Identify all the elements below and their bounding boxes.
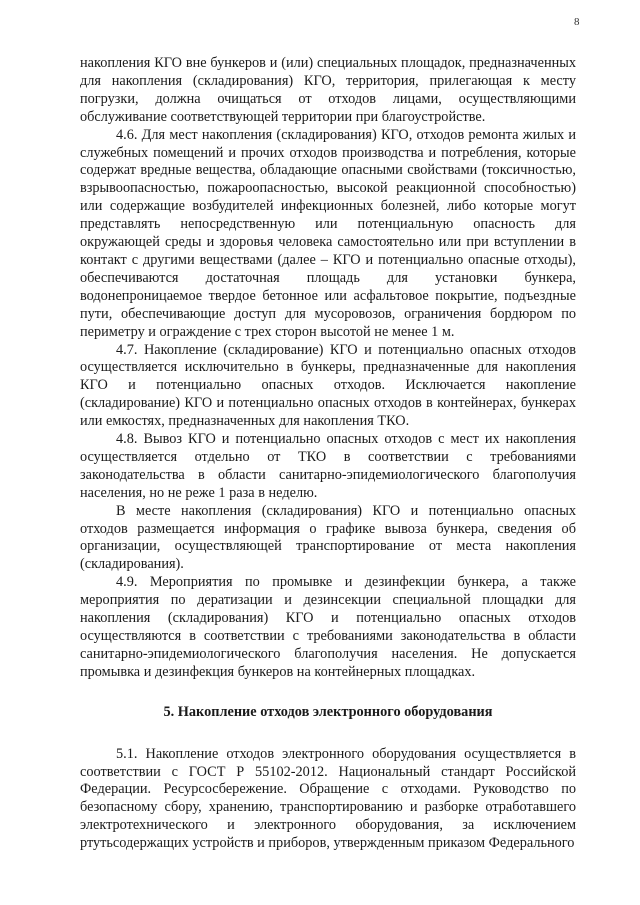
paragraph-4-9: 4.9. Мероприятия по промывке и дезинфекции бункера, а также мероприятия по дератизации и дезинсекции специальной площадки для накопления (складирования) КГО и потенциально опасных отходов осуществляются в соответствии с требованиями законодательства в области санитарно-эпидемиологического благополучия населения. Не допускается промывка и дезинфекция бункеров на контейнерных площадках. [80,574,576,680]
paragraph-5-1: 5.1. Накопление отходов электронного оборудования осуществляется в соответствии с ГОСТ Р 55102-2012. Национальный стандарт Российской Федерации. Ресурсосбережение. Обращение с отходами. Руководство по безопасному сбору, хранению, транспортированию и разборке отработавшего электротехнического и электронного оборудования, за исключением ртутьсодержащих устройств и приборов, утвержденным приказом Федерального [80,745,576,852]
page-number: 8 [574,16,580,28]
page-body [80,55,576,853]
paragraph-4-8-note: В месте накопления (складирования) КГО и потенциально опасных отходов размещается информация о графике вывоза бункера, сведения об организации, осуществляющей транспортирование от места накопления (складирования). [80,502,576,573]
section-heading: 5. Накопление отходов электронного оборудования [163,703,493,720]
paragraph-4-7: 4.7. Накопление (складирование) КГО и потенциально опасных отходов осуществляется исключительно в бункеры, предназначенные для накопления КГО и потенциально опасных отходов. Исключается накопление (складирование) КГО и потенциально опасных отходов в контейнерах, бункерах или емкостях, предназначенных для накопления ТКО. [80,341,576,430]
paragraph-4-6: 4.6. Для мест накопления (складирования) КГО, отходов ремонта жилых и служебных помещений и прочих отходов производства и потребления, которые содержат вредные вещества, обладающие опасными свойствами (токсичностью, взрывоопасностью, пожароопасностью, высокой реакционной способностью) или содержащие возбудителей инфекционных болезней, либо которые могут представлять непосредственную или потенциальную опасность для окружающей среды и здоровья человека самостоятельно или при вступлении в контакт с другими веществами (далее – КГО и потенциально опасные отходы), обеспечиваются достаточная площадь для установки бункера, водонепроницаемое твердое бетонное или асфальтовое покрытие, подъездные пути, обеспечивающие доступ для мусоровозов, ограничения бордюром по периметру и ограждение с трех сторон высотой не менее 1 м. [80,126,576,340]
paragraph-continuation: накопления КГО вне бункеров и (или) специальных площадок, предназначенных для накопления (складирования) КГО, территория, прилегающая к месту погрузки, должна очищаться от отходов лицами, осуществляющими обслуживание соответствующей территории при благоустройстве. [80,55,576,125]
paragraph-4-8: 4.8. Вывоз КГО и потенциально опасных отходов с мест их накопления осуществляется отдельно от ТКО в соответствии с требованиями законодательства в области санитарно-эпидемиологического благополучия населения, но не реже 1 раза в неделю. [80,431,576,501]
